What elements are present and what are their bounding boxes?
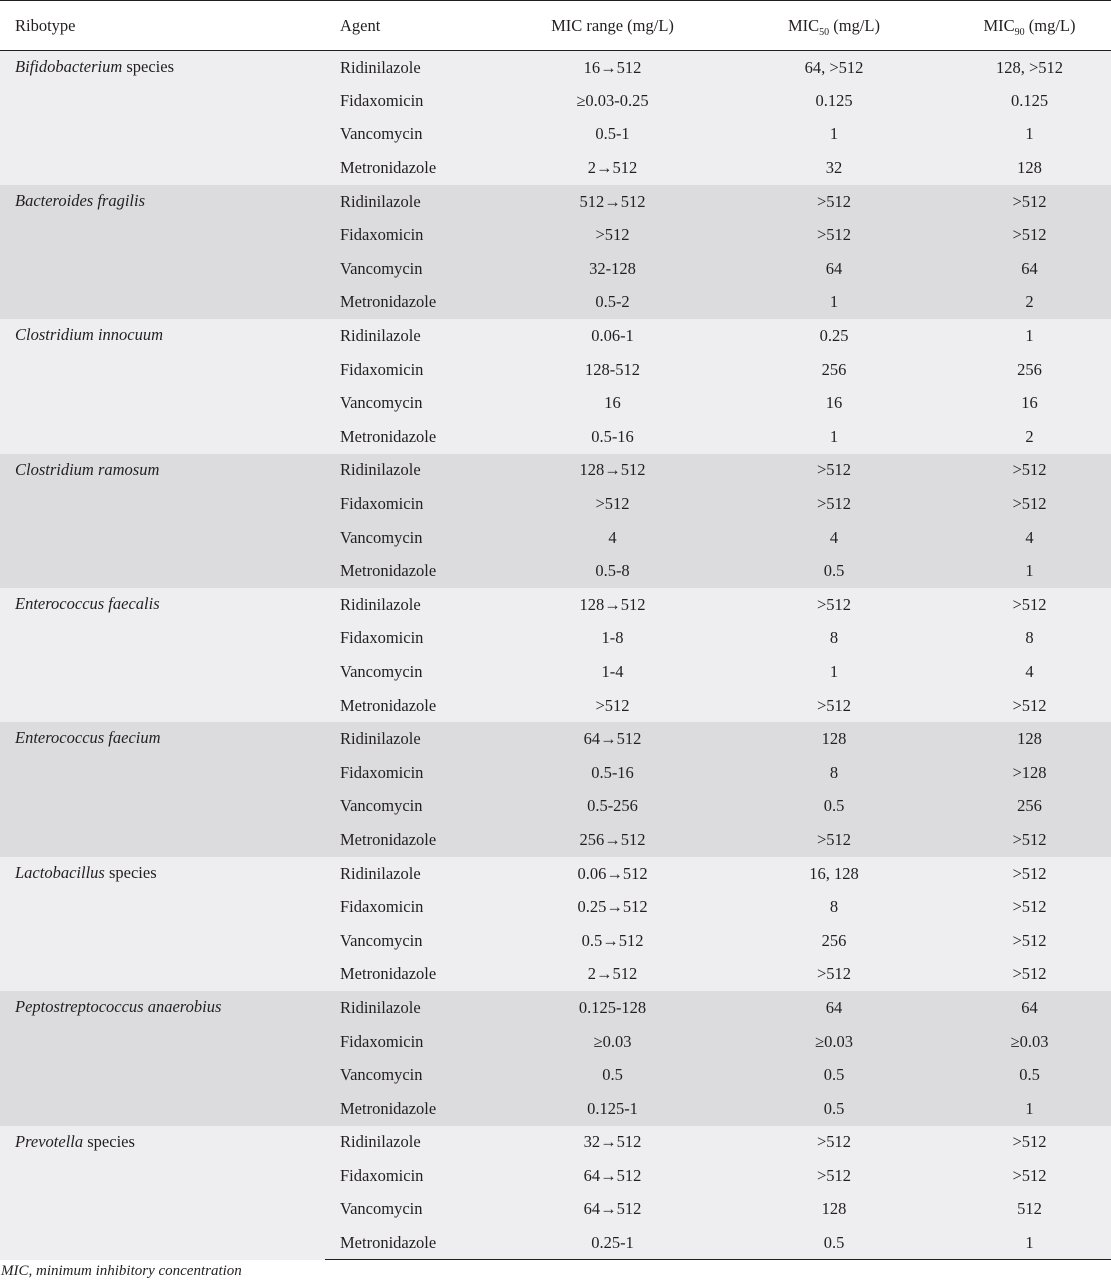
organism-cell [0,185,325,319]
mic-range-cell: 32→512 [505,1126,720,1160]
mic50-cell: 0.125 [720,84,948,118]
header-mic50 [720,1,948,51]
agent-cell: Ridinilazole [325,51,505,85]
organism-name: Peptostreptococcus anaerobius [15,997,222,1017]
mic-range-cell: 0.5-256 [505,790,720,824]
header-ribotype: Ribotype [0,1,325,51]
organism-cell [0,1126,325,1260]
mic90-cell: >512 [948,487,1111,521]
mic50-cell: 0.5 [720,1226,948,1260]
agent-cell: Metronidazole [325,1092,505,1126]
agent-cell: Fidaxomicin [325,218,505,252]
mic50-cell: 0.5 [720,1058,948,1092]
mic90-cell: 64 [948,252,1111,286]
organism-cell [0,319,325,453]
table-row [0,857,1111,891]
mic90-cell: ≥0.03 [948,1025,1111,1059]
mic-range-cell: ≥0.03 [505,1025,720,1059]
mic90-cell: >512 [948,1126,1111,1160]
organism-name: Lactobacillus [15,862,105,882]
agent-cell: Fidaxomicin [325,487,505,521]
organism-name: Clostridium innocuum [15,325,164,345]
agent-cell: Vancomycin [325,118,505,152]
agent-cell: Fidaxomicin [325,1159,505,1193]
mic90-cell: >512 [948,924,1111,958]
mic50-cell: >512 [720,689,948,723]
mic50-cell: 1 [720,118,948,152]
table-row [0,1126,1111,1160]
agent-cell: Fidaxomicin [325,1025,505,1059]
agent-cell: Ridinilazole [325,1126,505,1160]
mic50-cell: ≥0.03 [720,1025,948,1059]
mic90-cell: 0.5 [948,1058,1111,1092]
agent-cell: Metronidazole [325,958,505,992]
header-mic90-prefix: MIC [983,15,1015,35]
mic-range-cell: 0.5-1 [505,118,720,152]
mic90-cell: 0.125 [948,84,1111,118]
mic-range-cell: >512 [505,487,720,521]
agent-cell: Metronidazole [325,554,505,588]
mic-range-cell: 2→512 [505,958,720,992]
agent-cell: Metronidazole [325,1226,505,1260]
mic50-cell: >512 [720,185,948,219]
mic90-cell: 1 [948,319,1111,353]
header-mic90-suffix: (mg/L) [1024,15,1076,35]
mic90-cell: >512 [948,1159,1111,1193]
mic90-cell: 1 [948,554,1111,588]
table-footnote: MIC, minimum inhibitory concentration [1,1263,242,1279]
mic50-cell: >512 [720,218,948,252]
mic-range-cell: 2→512 [505,151,720,185]
header-mic-range: MIC range (mg/L) [505,1,720,51]
agent-cell: Metronidazole [325,823,505,857]
agent-cell: Vancomycin [325,386,505,420]
mic-range-cell: 0.5-8 [505,554,720,588]
mic-range-cell: 128→512 [505,588,720,622]
mic-range-cell: 0.5→512 [505,924,720,958]
mic50-cell: 8 [720,622,948,656]
mic-range-cell: 0.5-16 [505,756,720,790]
mic50-cell: >512 [720,823,948,857]
mic90-cell: 8 [948,622,1111,656]
mic50-cell: 64, >512 [720,51,948,85]
table-row [0,185,1111,219]
mic-range-cell: 256→512 [505,823,720,857]
mic50-cell: >512 [720,1159,948,1193]
agent-cell: Vancomycin [325,924,505,958]
mic-range-cell: 0.125-1 [505,1092,720,1126]
mic50-cell: 64 [720,252,948,286]
mic50-cell: 4 [720,521,948,555]
agent-cell: Ridinilazole [325,588,505,622]
agent-cell: Fidaxomicin [325,622,505,656]
table-row [0,319,1111,353]
mic50-cell: 0.5 [720,1092,948,1126]
organism-cell [0,454,325,588]
mic-range-cell: 0.25-1 [505,1226,720,1260]
mic90-cell: 256 [948,353,1111,387]
agent-cell: Fidaxomicin [325,353,505,387]
agent-cell: Vancomycin [325,1058,505,1092]
mic90-cell: 256 [948,790,1111,824]
organism-suffix: species [104,862,157,882]
mic-range-cell: 128→512 [505,454,720,488]
organism-cell [0,51,325,185]
mic90-cell: 1 [948,118,1111,152]
mic-range-cell: 1-8 [505,622,720,656]
mic90-cell: 4 [948,655,1111,689]
agent-cell: Vancomycin [325,252,505,286]
mic50-cell: 256 [720,924,948,958]
header-mic90 [948,1,1111,51]
mic90-cell: 1 [948,1092,1111,1126]
agent-cell: Vancomycin [325,521,505,555]
agent-cell: Ridinilazole [325,857,505,891]
mic-range-cell: 64→512 [505,1193,720,1227]
mic-range-cell: 0.125-128 [505,991,720,1025]
agent-cell: Vancomycin [325,790,505,824]
mic90-cell: 128, >512 [948,51,1111,85]
mic90-cell: >128 [948,756,1111,790]
organism-suffix: species [122,57,175,76]
agent-cell: Metronidazole [325,151,505,185]
mic-range-cell: 1-4 [505,655,720,689]
table-row [0,722,1111,756]
mic50-cell: 1 [720,420,948,454]
organism-name: Prevotella [15,1131,84,1151]
organism-name: Enterococcus faecalis [15,594,160,613]
mic-range-cell: 32-128 [505,252,720,286]
mic90-cell: 2 [948,286,1111,320]
mic50-cell: >512 [720,588,948,622]
agent-cell: Vancomycin [325,655,505,689]
mic90-cell: >512 [948,890,1111,924]
mic90-cell: 2 [948,420,1111,454]
organism-cell [0,857,325,991]
agent-cell: Fidaxomicin [325,756,505,790]
mic-range-cell: 0.5-16 [505,420,720,454]
mic50-cell: 64 [720,991,948,1025]
organism-cell [0,588,325,722]
mic-range-cell: 0.5-2 [505,286,720,320]
mic90-cell: >512 [948,588,1111,622]
organism-name: Bacteroides fragilis [15,190,146,210]
table-row [0,51,1111,85]
mic90-cell: >512 [948,958,1111,992]
mic50-cell: >512 [720,1126,948,1160]
organism-name: Enterococcus faecium [15,728,161,748]
mic50-cell: 128 [720,1193,948,1227]
mic90-cell: 128 [948,151,1111,185]
mic90-cell: >512 [948,689,1111,723]
mic-range-cell: 0.25→512 [505,890,720,924]
mic-range-cell: 0.5 [505,1058,720,1092]
mic50-cell: 128 [720,722,948,756]
mic90-cell: >512 [948,185,1111,219]
agent-cell: Ridinilazole [325,991,505,1025]
mic50-cell: 1 [720,286,948,320]
table-row [0,454,1111,488]
mic-range-cell: 0.06→512 [505,857,720,891]
table-row [0,588,1111,622]
mic-range-cell: >512 [505,218,720,252]
mic50-cell: 1 [720,655,948,689]
mic50-cell: 0.25 [720,319,948,353]
mic50-cell: 8 [720,890,948,924]
organism-name: Bifidobacterium [15,57,123,76]
organism-cell [0,991,325,1125]
agent-cell: Metronidazole [325,689,505,723]
mic50-cell: 0.5 [720,554,948,588]
mic-range-cell: 64→512 [505,722,720,756]
agent-cell: Ridinilazole [325,454,505,488]
mic90-cell: >512 [948,857,1111,891]
mic90-cell: 4 [948,521,1111,555]
header-mic90-sub: 90 [1014,26,1025,38]
mic90-cell: 512 [948,1193,1111,1227]
mic50-cell: 16 [720,386,948,420]
mic-range-cell: 128-512 [505,353,720,387]
mic50-cell: >512 [720,487,948,521]
mic-range-cell: ≥0.03-0.25 [505,84,720,118]
mic50-cell: 0.5 [720,790,948,824]
mic-range-cell: >512 [505,689,720,723]
mic-range-cell: 4 [505,521,720,555]
mic90-cell: >512 [948,454,1111,488]
organism-suffix: species [83,1131,135,1151]
mic-range-cell: 16→512 [505,51,720,85]
mic90-cell: 128 [948,722,1111,756]
mic-range-cell: 0.06-1 [505,319,720,353]
agent-cell: Ridinilazole [325,722,505,756]
mic50-cell: 32 [720,151,948,185]
mic50-cell: 256 [720,353,948,387]
mic50-cell: 8 [720,756,948,790]
agent-cell: Fidaxomicin [325,84,505,118]
mic90-cell: 64 [948,991,1111,1025]
header-agent: Agent [325,1,505,51]
agent-cell: Vancomycin [325,1193,505,1227]
organism-name: Clostridium ramosum [15,459,160,479]
agent-cell: Metronidazole [325,420,505,454]
header-mic50-sub: 50 [819,26,830,38]
mic-range-cell: 16 [505,386,720,420]
agent-cell: Ridinilazole [325,319,505,353]
agent-cell: Ridinilazole [325,185,505,219]
mic50-cell: >512 [720,454,948,488]
organism-cell [0,722,325,856]
mic90-cell: 1 [948,1226,1111,1260]
mic90-cell: >512 [948,823,1111,857]
mic-range-cell: 64→512 [505,1159,720,1193]
header-mic50-suffix: (mg/L) [829,15,881,35]
table-body [0,51,1111,1260]
mic90-cell: 16 [948,386,1111,420]
mic50-cell: 16, 128 [720,857,948,891]
mic90-cell: >512 [948,218,1111,252]
header-mic50-prefix: MIC [787,15,820,35]
mic-range-cell: 512→512 [505,185,720,219]
table-header [0,1,1111,51]
agent-cell: Metronidazole [325,286,505,320]
agent-cell: Fidaxomicin [325,890,505,924]
mic50-cell: >512 [720,958,948,992]
table-row [0,991,1111,1025]
